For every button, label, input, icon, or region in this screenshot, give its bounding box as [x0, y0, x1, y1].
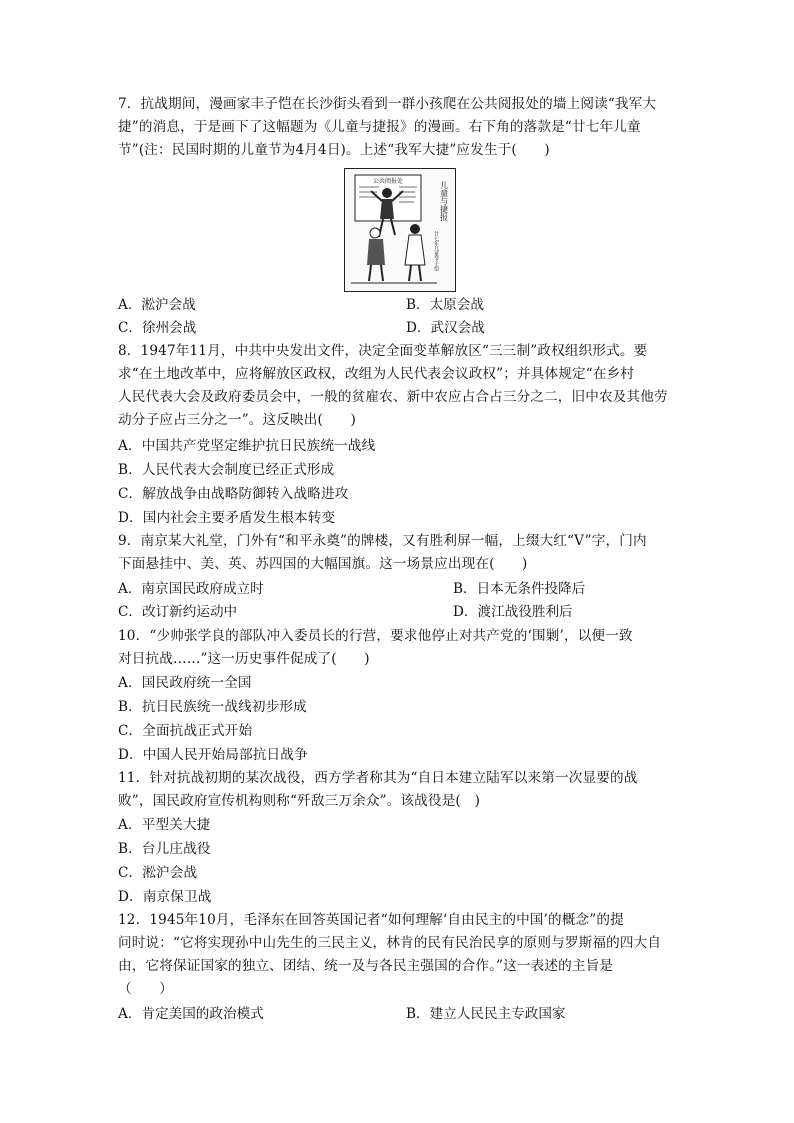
q7-option-a[interactable]: A．淞沪会战	[118, 297, 196, 313]
q10-option-d[interactable]: D．中国人民开始局部抗日战争	[118, 747, 308, 763]
q10-line-1: 10．“少帅张学良的部队冲入委员长的行营，要求他停止对共产党的‘围剿’，以便一致	[118, 628, 633, 644]
q9-option-d[interactable]: D．渡江战役胜利后	[453, 604, 573, 620]
q7-option-d[interactable]: D．武汉会战	[406, 320, 485, 336]
q12-option-a[interactable]: A．肯定美国的政治模式	[118, 1006, 264, 1022]
q12-line-4: （ ）	[118, 981, 173, 997]
q8-line-2: 求“在土地改革中，应将解放区政权，改组为人民代表会议政权”；并具体规定“在乡村	[118, 366, 635, 382]
q12-line-1: 12．1945年10月，毛泽东在回答英国记者“如何理解‘自由民主的中国’的概念”的提	[118, 912, 624, 928]
q7-line-1: 7．抗战期间，漫画家丰子恺在长沙街头看到一群小孩爬在公共阅报处的墙上阅读“我军大	[118, 96, 657, 112]
q10-option-c[interactable]: C．全面抗战正式开始	[118, 723, 253, 739]
q9-option-b[interactable]: B．日本无条件投降后	[453, 581, 586, 597]
q12-option-b[interactable]: B．建立人民民主专政国家	[406, 1006, 566, 1022]
q8-option-b[interactable]: B．人民代表大会制度已经正式形成	[118, 462, 335, 478]
cartoon-drawing	[345, 169, 455, 291]
q8-option-c[interactable]: C．解放战争由战略防御转入战略进攻	[118, 486, 349, 502]
cartoon-title: 儿童与捷报	[439, 181, 449, 221]
q11-option-b[interactable]: B．台儿庄战役	[118, 841, 211, 857]
q7-line-3: 节”(注：民国时期的儿童节为4月4日)。上述“我军大捷”应发生于( )	[118, 142, 550, 158]
cartoon-children-and-victory-news	[344, 168, 456, 292]
q11-line-1: 11．针对抗战初期的某次战役，西方学者称其为“自日本建立陆军以来第一次显要的战	[118, 770, 638, 786]
q8-line-1: 8．1947年11月，中共中央发出文件，决定全面变革解放区“三三制”政权组织形式。要	[118, 343, 648, 359]
board-text: 公共阅报处	[372, 178, 404, 185]
q9-option-a[interactable]: A．南京国民政府成立时	[118, 581, 264, 597]
q8-option-d[interactable]: D．国内社会主要矛盾发生根本转变	[118, 510, 336, 526]
q8-line-4: 动分子应占三分之一”。这反映出( )	[118, 412, 356, 428]
q7-option-b[interactable]: B．太原会战	[406, 297, 484, 313]
q12-line-3: 由，它将保证国家的独立、团结、统一及与各民主强国的合作。”这一表述的主旨是	[118, 958, 614, 974]
q10-line-2: 对日抗战……”这一历史事件促成了( )	[118, 651, 370, 667]
q11-option-d[interactable]: D．南京保卫战	[118, 889, 212, 905]
q8-option-a[interactable]: A．中国共产党坚定维护抗日民族统一战线	[118, 438, 376, 454]
q10-option-a[interactable]: A．国民政府统一全国	[118, 675, 252, 691]
q9-line-1: 9．南京某大礼堂，门外有“和平永奠”的牌楼，又有胜利屏一幅，上缀大红“V”字，门内	[118, 533, 647, 549]
q10-option-b[interactable]: B．抗日民族统一战线初步形成	[118, 699, 307, 715]
q11-option-c[interactable]: C．淞沪会战	[118, 865, 198, 881]
q8-line-3: 人民代表大会及政府委员会中，一般的贫雇农、新中农应占合占三分之二，旧中农及其他劳	[118, 389, 668, 405]
q11-option-a[interactable]: A．平型关大捷	[118, 817, 211, 833]
q9-line-2: 下面悬挂中、美、英、苏四国的大幅国旗。这一场景应出现在( )	[118, 556, 528, 572]
q12-line-2: 问时说：“它将实现孙中山先生的三民主义，林肯的民有民治民享的原则与罗斯福的四大自	[118, 935, 662, 951]
q11-line-2: 败”，国民政府宣传机构则称“歼敌三万余众”。该战役是( )	[118, 793, 481, 809]
q9-option-c[interactable]: C．改订新约运动中	[118, 604, 238, 620]
cartoon-signature: 廿七年儿童节子恺	[433, 231, 439, 271]
q7-option-c[interactable]: C．徐州会战	[118, 320, 197, 336]
q7-line-2: 捷”的消息，于是画下了这幅题为《儿童与捷报》的漫画。右下角的落款是“廿七年儿童	[118, 119, 641, 135]
